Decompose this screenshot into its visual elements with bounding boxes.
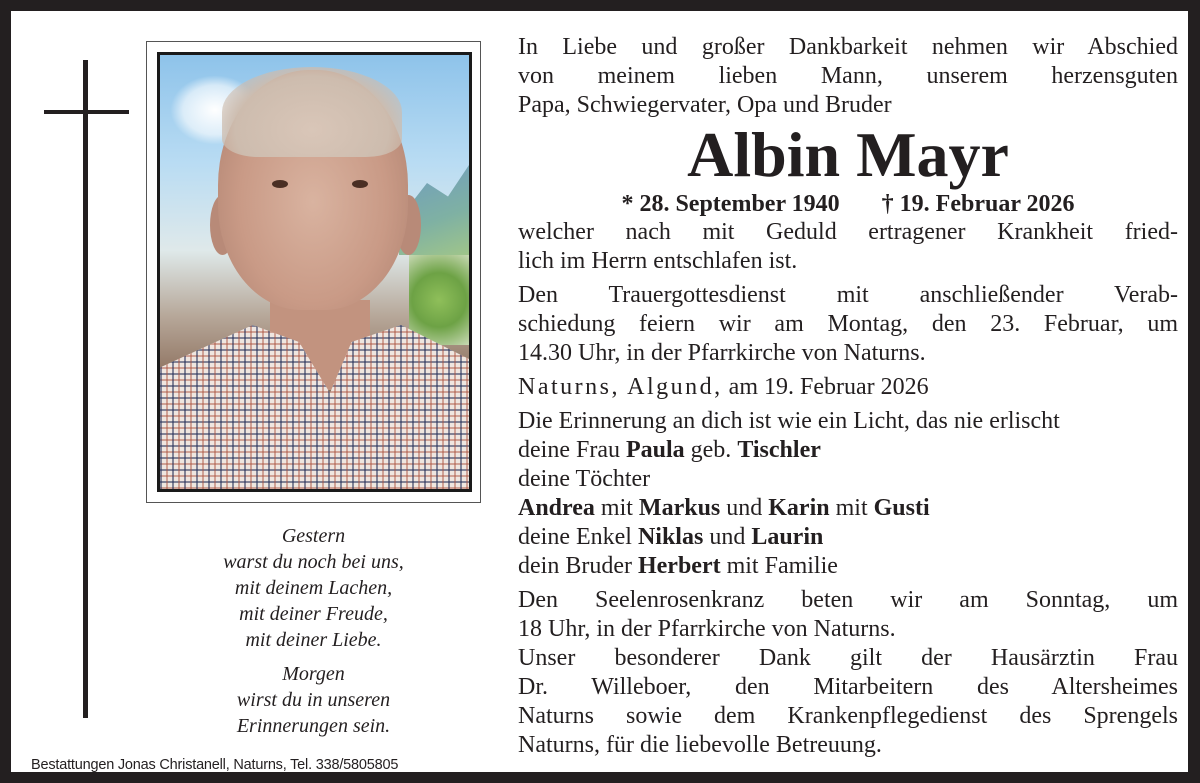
thanks-line: Dr. Willeboer, den Mitarbeitern des Altersheimes (518, 674, 1178, 700)
poem-line: warst du noch bei uns, (223, 551, 404, 573)
mourner-name: Karin (768, 495, 830, 521)
passing-line: lich im Herrn entschlafen ist. (518, 248, 798, 274)
portrait-frame (146, 41, 481, 503)
mourner-name: Andrea (518, 495, 595, 521)
mourner-name: Paula (625, 437, 685, 463)
undertaker-credit: Bestattungen Jonas Christanell, Naturns, Tel. 338/5805805 (31, 757, 399, 773)
intro-line: In Liebe und großer Dankbarkeit nehmen wir Abschied (518, 34, 1178, 60)
intro-line: von meinem lieben Mann, unserem herzensguten (518, 63, 1178, 89)
intro-line: Papa, Schwiegervater, Opa und Bruder (518, 92, 892, 118)
deceased-name: Albin Mayr (687, 119, 1009, 190)
poem-line: mit deiner Freude, (239, 603, 388, 625)
cross-vertical-bar (83, 60, 88, 718)
funeral-line: schiedung feiern wir am Montag, den 23. Februar, um (518, 311, 1178, 337)
cross-horizontal-bar (44, 110, 129, 114)
poem-line: Gestern (281, 525, 346, 547)
mourner-text: mit (835, 495, 868, 521)
poem-stanza-2 (146, 661, 481, 739)
rosary-line: 18 Uhr, in der Pfarrkirche von Naturns. (518, 616, 896, 642)
poem-line: mit deinem Lachen, (234, 577, 393, 599)
eye-left-shape (272, 180, 288, 188)
mourner-name: Laurin (751, 524, 824, 550)
thanks-line: Naturns sowie dem Krankenpflegedienst des Sprengels (518, 703, 1178, 729)
poem-line: Morgen (282, 663, 345, 685)
poem-line: mit deiner Liebe. (245, 629, 382, 651)
birth-date: * 28. September 1940 (621, 191, 840, 217)
mourner-text: mit Familie (726, 553, 838, 579)
eye-right-shape (352, 180, 368, 188)
thanks-line: Unser besonderer Dank gilt der Hausärztin Frau (518, 645, 1178, 671)
poem-stanza-1 (146, 523, 481, 653)
rosary-line: Den Seelenrosenkranz beten wir am Sonntag, um (518, 587, 1178, 613)
poem-line: Erinnerungen sein. (236, 715, 391, 737)
places: Naturns, Algund, (518, 374, 723, 400)
memorial-poem (146, 523, 481, 739)
mourner-daughters-label: deine Töchter (518, 466, 651, 492)
mourner-name: Tischler (737, 437, 821, 463)
mourner-wife (518, 436, 1178, 465)
death-date: † 19. Februar 2026 (881, 191, 1075, 217)
life-dates (518, 190, 1178, 218)
portrait-photo (157, 52, 472, 492)
notice-date: am 19. Februar 2026 (728, 374, 929, 400)
funeral-line: 14.30 Uhr, in der Pfarrkirche von Naturns. (518, 340, 926, 366)
thanks-line: Naturns, für die liebevolle Betreuung. (518, 732, 882, 758)
memory-quote: Die Erinnerung an dich ist wie ein Licht, das nie erlischt (518, 408, 1060, 434)
notice-text-column (518, 33, 1178, 760)
mourner-text: mit (600, 495, 633, 521)
mourner-name: Gusti (873, 495, 930, 521)
mourner-name: Niklas (637, 524, 704, 550)
poem-line: wirst du in unseren (236, 689, 391, 711)
funeral-line: Den Trauergottesdienst mit anschließender Verab- (518, 282, 1178, 308)
mourner-brother (518, 552, 1178, 581)
mourner-relation: deine Enkel (518, 524, 632, 550)
passing-line: welcher nach mit Geduld ertragener Krankheit fried- (518, 219, 1178, 245)
mourner-grandchildren (518, 523, 1178, 552)
mourner-name: Herbert (637, 553, 721, 579)
place-date-line (518, 373, 1178, 402)
obituary-notice (11, 11, 1188, 772)
mourner-daughters (518, 494, 1178, 523)
mourner-relation: dein Bruder (518, 553, 632, 579)
mourner-name: Markus (638, 495, 721, 521)
mourner-relation: deine Frau (518, 437, 620, 463)
mourner-text: und (709, 524, 746, 550)
hair-shape (222, 67, 402, 157)
mourner-text: geb. (690, 437, 732, 463)
foliage-shape (409, 255, 469, 345)
mourner-text: und (726, 495, 763, 521)
